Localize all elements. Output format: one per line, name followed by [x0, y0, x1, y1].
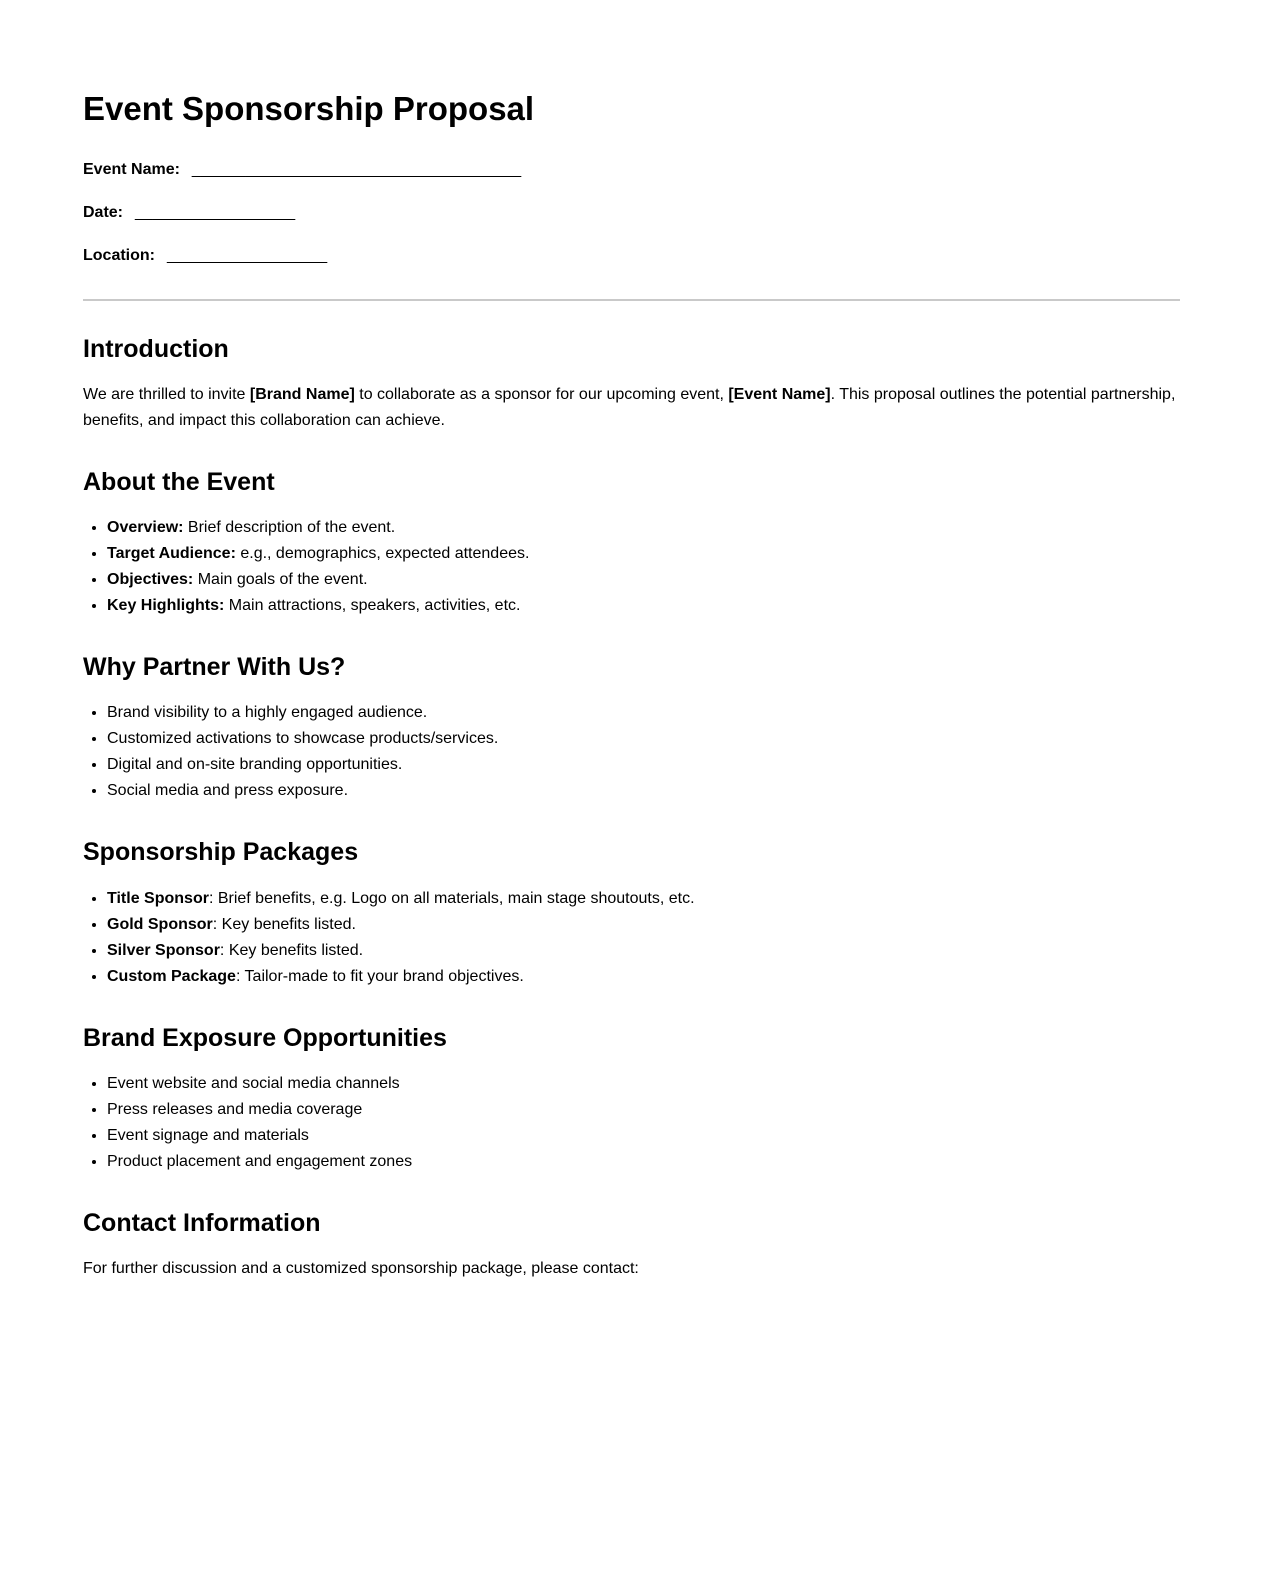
package-label: Silver Sponsor	[107, 941, 220, 959]
section-about-the-event	[83, 467, 1180, 619]
packages-heading: Sponsorship Packages	[83, 838, 359, 867]
list-item	[107, 964, 1180, 990]
list-item: • Press releases and media coverage	[107, 1097, 1180, 1123]
about-item-text: Brief description of the event.	[183, 519, 396, 537]
list-item	[107, 912, 1180, 938]
list-item: • Event website and social media channels	[107, 1071, 1180, 1097]
list-item	[107, 886, 1180, 912]
list-item	[107, 938, 1180, 964]
field-row-event-name	[83, 157, 1180, 183]
event-name-placeholder: [Event Name]	[728, 385, 831, 403]
about-item-label: Target Audience:	[107, 545, 236, 563]
list-item: • Event signage and materials	[107, 1123, 1180, 1149]
list-item: • Brand visibility to a highly engaged audience.	[107, 700, 1180, 726]
package-label: Gold Sponsor	[107, 915, 213, 933]
list-item	[107, 541, 1180, 567]
field-label-location: Location:	[83, 246, 155, 264]
contact-paragraph: For further discussion and a customized sponsorship package, please contact:	[83, 1260, 639, 1278]
section-introduction	[83, 334, 1180, 434]
package-text: : Tailor-made to fit your brand objectives.	[235, 967, 524, 985]
list-item	[107, 515, 1180, 541]
introduction-heading: Introduction	[83, 334, 229, 363]
list-item: • Customized activations to showcase products/services.	[107, 726, 1180, 752]
list-item: • Social media and press exposure.	[107, 778, 1180, 804]
section-contact-information	[83, 1208, 1180, 1282]
list-item	[107, 567, 1180, 593]
intro-text-2: to collaborate as a sponsor for our upcoming event,	[354, 385, 729, 403]
section-divider	[83, 299, 1180, 301]
list-item	[107, 593, 1180, 619]
about-item-text: e.g., demographics, expected attendees.	[235, 545, 530, 563]
list-item: • Product placement and engagement zones	[107, 1149, 1180, 1175]
contact-heading: Contact Information	[83, 1208, 321, 1237]
package-text: : Key benefits listed.	[212, 915, 356, 933]
field-row-date	[83, 200, 1180, 226]
package-text: : Brief benefits, e.g. Logo on all materials, main stage shoutouts, etc.	[208, 889, 695, 907]
section-sponsorship-packages	[83, 837, 1180, 989]
field-label-event-name: Event Name:	[83, 160, 180, 178]
exposure-heading: Brand Exposure Opportunities	[83, 1023, 447, 1052]
why-partner-heading: Why Partner With Us?	[83, 653, 346, 682]
intro-text-1: We are thrilled to invite	[83, 385, 250, 403]
field-blank-location: __________________	[167, 246, 328, 264]
section-why-partner	[83, 652, 1180, 804]
package-label: Custom Package	[107, 967, 236, 985]
section-brand-exposure	[83, 1023, 1180, 1175]
about-heading: About the Event	[83, 467, 275, 496]
field-blank-event-name: _____________________________________	[191, 160, 522, 178]
intro-text-3: . This proposal outlines the potential partnership, benefits, and impact this collaboration can achieve.	[83, 385, 1176, 429]
package-label: Title Sponsor	[107, 889, 209, 907]
about-item-label: Key Highlights:	[107, 597, 225, 615]
list-item: • Digital and on-site branding opportunities.	[107, 752, 1180, 778]
about-item-label: Objectives:	[107, 571, 194, 589]
page-title: Event Sponsorship Proposal	[83, 90, 535, 127]
about-item-label: Overview:	[107, 519, 184, 537]
brand-name-placeholder: [Brand Name]	[249, 385, 355, 403]
field-label-date: Date:	[83, 203, 124, 221]
about-list	[83, 515, 1180, 619]
about-item-text: Main goals of the event.	[193, 571, 368, 589]
field-row-location	[83, 243, 1180, 269]
about-item-text: Main attractions, speakers, activities, etc.	[224, 597, 521, 615]
packages-list	[83, 886, 1180, 990]
why-partner-list	[83, 700, 1180, 804]
field-blank-date: __________________	[135, 203, 296, 221]
package-text: : Key benefits listed.	[219, 941, 364, 959]
introduction-paragraph	[83, 382, 1180, 434]
exposure-list	[83, 1071, 1180, 1175]
